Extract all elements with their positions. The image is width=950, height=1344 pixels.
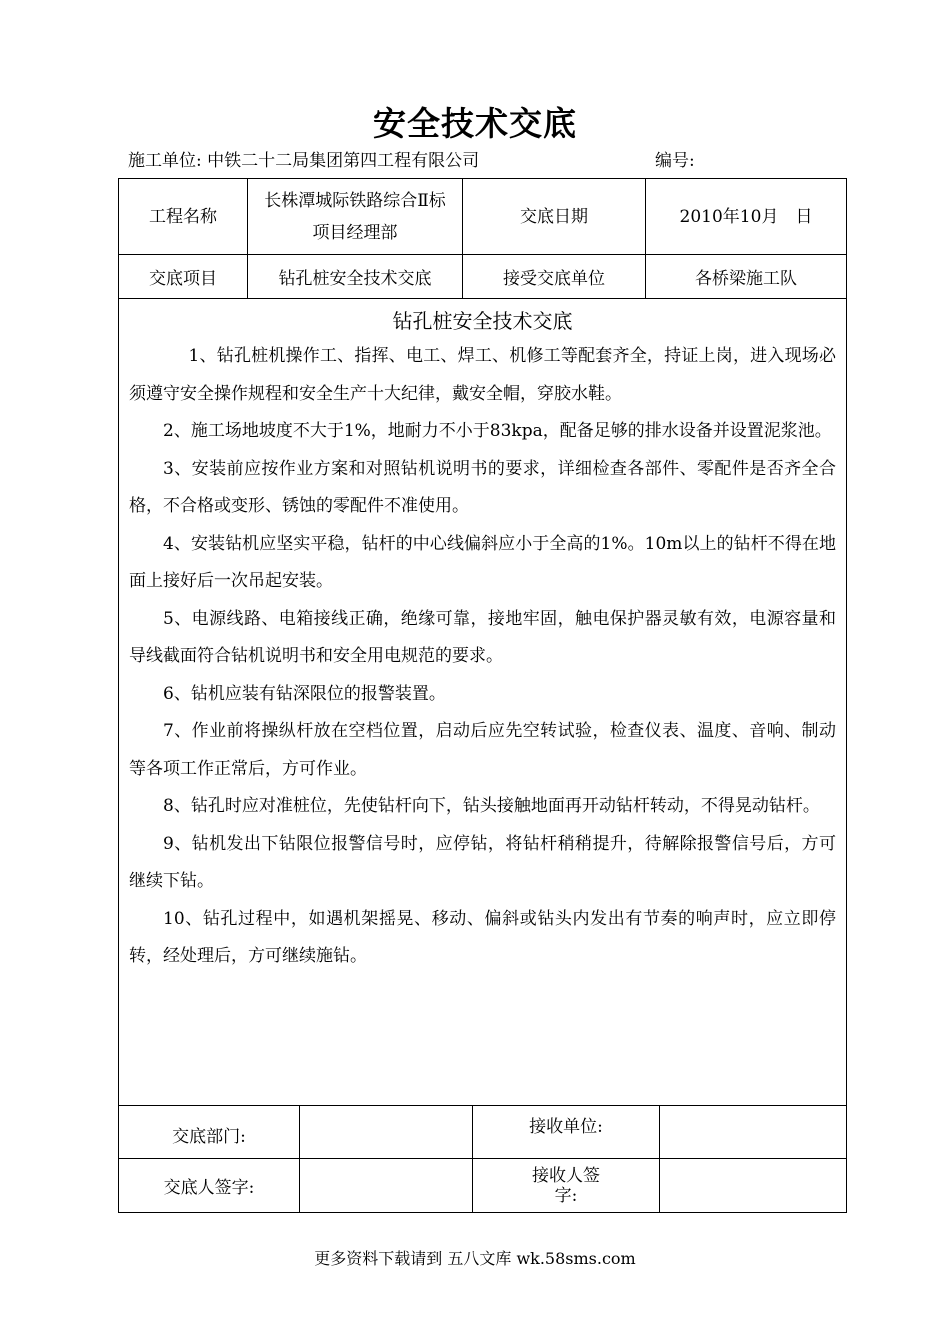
receiver-unit-label: 接受交底单位 [463,255,646,299]
content-paragraph: 8、钻孔时应对准桩位，先使钻杆向下，钻头接触地面再开动钻杆转动，不得晃动钻杆。 [163,796,820,816]
briefing-signer-label: 交底人签字: [119,1159,300,1213]
project-name-value: 长株潭城际铁路综合Ⅱ标项目经理部 [248,179,463,255]
document-title: 安全技术交底 [373,104,577,143]
content-paragraph: 1、钻孔桩机操作工、指挥、电工、焊工、机修工等配套齐全，持证上岗，进入现场必须遵守安全操作规程和安全生产十大纪律，戴安全帽，穿胶水鞋。 [129,346,836,404]
content-paragraph: 5、电源线路、电箱接线正确，绝缘可靠，接地牢固，触电保护器灵敏有效，电源容量和导线截面符合钻机说明书和安全用电规范的要求。 [129,608,836,666]
receiver-signer-label: 接收人签字: [473,1159,660,1213]
content-paragraph: 6、钻机应装有钻深限位的报警装置。 [163,683,446,704]
content-paragraph: 7、作业前将操纵杆放在空档位置，启动后应先空转试验，检查仪表、温度、音响、制动等各项工作正常后，方可作业。 [129,721,836,779]
content-paragraph: 4、安装钻机应坚实平稳，钻杆的中心线偏斜应小于全高的1%。10m以上的钻杆不得在地面上接好后一次吊起安装。 [129,533,836,591]
project-name-label: 工程名称 [119,179,248,255]
briefing-date-label: 交底日期 [463,179,646,255]
content-paragraph: 10、钻孔过程中，如遇机架摇晃、移动、偏斜或钻头内发出有节奏的响声时，应立即停转，经处理后，方可继续施钻。 [129,908,836,966]
briefing-item-value: 钻孔桩安全技术交底 [248,255,463,299]
briefing-item-label: 交底项目 [119,255,248,299]
briefing-signer-field[interactable] [300,1159,473,1213]
construction-unit-label: 施工单位: [128,151,202,171]
content-paragraph: 2、施工场地坡度不大于1%，地耐力不小于83kpa，配备足够的排水设备并设置泥浆池。 [163,421,832,441]
briefing-department-label: 交底部门: [119,1106,300,1159]
content-paragraph: 9、钻机发出下钻限位报警信号时，应停钻，将钻杆稍稍提升，待解除报警信号后，方可继续下钻。 [129,833,836,891]
construction-unit-value: 中铁二十二局集团第四工程有限公司 [207,151,480,171]
receiving-unit-label: 接收单位: [473,1106,660,1159]
receiver-unit-value: 各桥梁施工队 [646,255,847,299]
receiver-signer-field[interactable] [660,1159,847,1213]
footer-note: 更多资料下载请到 五八文库 wk.58sms.com [314,1249,636,1268]
content-title: 钻孔桩安全技术交底 [392,309,573,333]
briefing-department-field[interactable] [300,1106,473,1159]
document-number-label: 编号: [655,151,695,171]
content-paragraph: 3、安装前应按作业方案和对照钻机说明书的要求，详细检查各部件、零配件是否齐全合格，不合格或变形、锈蚀的零配件不准使用。 [129,458,836,516]
briefing-form [118,178,847,1213]
construction-unit [128,146,479,171]
briefing-date-value: 2010年10月 日 [646,179,847,255]
receiving-unit-field[interactable] [660,1106,847,1159]
briefing-content [119,299,847,1106]
